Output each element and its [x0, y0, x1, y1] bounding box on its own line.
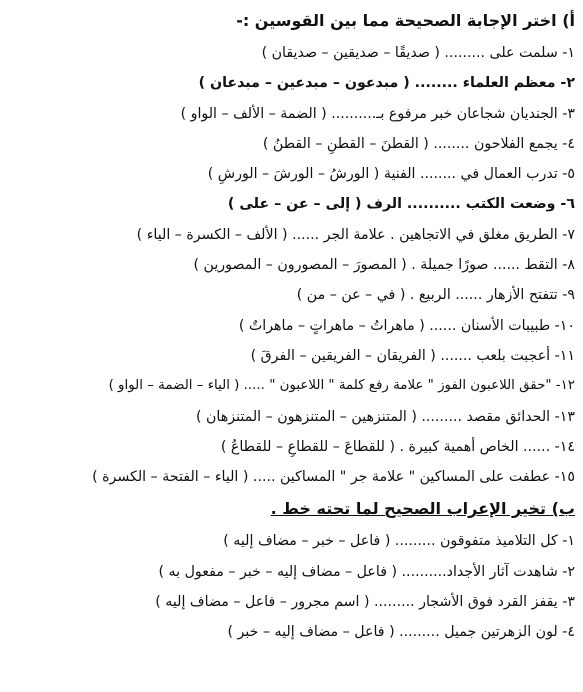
section-b-title: ب) تخير الإعراب الصحيح لما تحته خط .: [270, 499, 575, 519]
question-a-14: ١٤- ...... الخاص أهمية كبيرة . ( للقطاعَ – للقطاعِ – للقطاعُ ): [220, 438, 575, 455]
question-b-3: ٣- يقفز القرد فوق الأشجار ......... ( اسم مجرور – فاعل – مضاف إليه ): [155, 594, 575, 611]
question-a-3: ٣- الجنديان شجاعان خبر مرفوع بـ.......... ( الضمة – الألف – الواو ): [180, 105, 575, 122]
question-a-12: ١٢- "حقق اللاعبون الفوز " علامة رفع كلمة " اللاعبون " ..... ( الياء – الضمة – الواو ): [108, 378, 575, 394]
question-a-11: ١١- أعجبت بلعب ....... ( الفريقان – الفريقين – الفرقَ ): [250, 347, 575, 364]
question-a-8: ٨- التقط ...... صورًا جميلة . ( المصورَ – المصورون – المصورين ): [193, 257, 575, 274]
question-a-6: ٦- وضعت الكتب .......... الرف ( إلى – عن – على ): [227, 196, 575, 213]
question-a-2: ٢- معظم العلماء ........ ( مبدعون – مبدعين – مبدعان ): [198, 75, 575, 92]
question-a-10: ١٠- طبيبات الأسنان ...... ( ماهراتُ – ماهراتٍ – ماهراتٌ ): [238, 317, 575, 334]
question-a-5: ٥- تدرب العمال في ........ الفنية ( الورشُ – الورشَ – الورشِ ): [207, 166, 575, 183]
question-a-4: ٤- يجمع الفلاحون ........ ( القطنَ – القطنِ – القطنُ ): [262, 135, 575, 152]
question-a-15: ١٥- عطفت على المساكين " علامة جر " المساكين ..... ( الياء – الفتحة – الكسرة ): [92, 469, 575, 486]
section-a-title: أ) اختر الإجابة الصحيحة مما بين القوسين :-: [236, 11, 575, 30]
question-a-9: ٩- تتفتح الأزهار ...... الربيع . ( في – عن – من ): [296, 287, 575, 304]
question-a-1: ١- سلمت على ......... ( صديقًا – صديقين – صديقان ): [261, 45, 575, 61]
question-a-13: ١٣- الحدائق مقصد ......... ( المتنزهين – المتنزهون – المتنزهان ): [195, 408, 575, 425]
question-b-1: ١- كل التلاميذ متفوقون ......... ( فاعل – خبر – مضاف إليه ): [223, 533, 575, 550]
question-b-2: ٢- شاهدت آثار الأجداد.......... ( فاعل – مضاف إليه – خبر – مفعول به ): [158, 563, 575, 580]
question-b-4: ٤- لون الزهرتين جميل ......... ( فاعل – مضاف إليه – خبر ): [227, 624, 575, 641]
question-a-7: ٧- الطريق مغلق في الاتجاهين . علامة الجر ...... ( الألف – الكسرة – الياء ): [136, 226, 575, 243]
